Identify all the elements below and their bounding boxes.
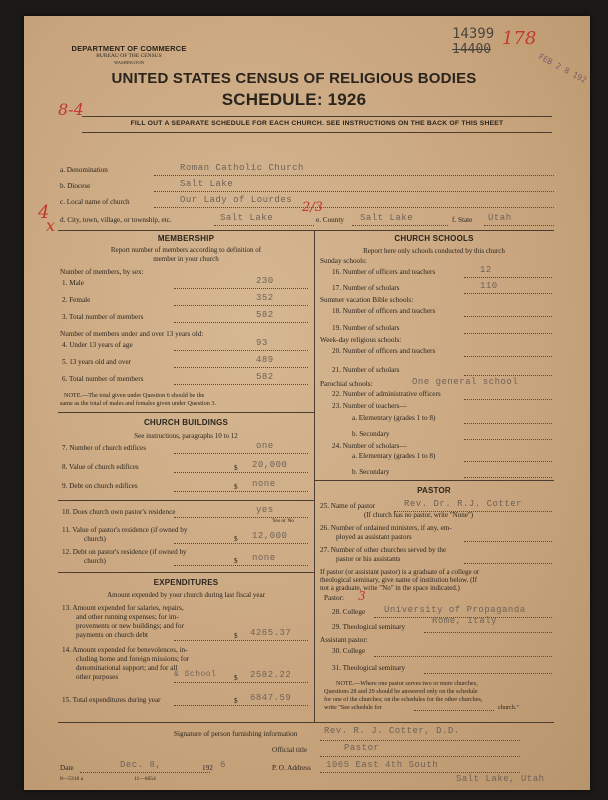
print-code-2: 11—6654 (134, 776, 156, 782)
scholars-elem-row-label: a. Elementary (grades 1 to 8) (352, 452, 436, 460)
edifice-debt-row-label: 9. Debt on church edifices (62, 482, 138, 490)
teachers-sec-row-label: b. Secondary (352, 430, 390, 438)
signature-value: Rev. R. J. Cotter, D.D. (324, 726, 460, 736)
membership-row-label: 3. Total number of members (62, 313, 144, 321)
general-value: Our Lady of Lourdes (180, 195, 293, 205)
exp14-line (174, 682, 308, 683)
membership-intro-2: member in your church (153, 255, 219, 263)
pastor-divider (314, 480, 554, 481)
state-value: Utah (488, 213, 512, 223)
summer-teachers-row-line (464, 316, 552, 317)
asst-college-line (374, 656, 552, 657)
membership-row-line (174, 305, 308, 306)
teachers-label: 23. Number of teachers— (332, 402, 407, 410)
exp14-note: & School (174, 670, 217, 679)
membership-age-row-line (174, 384, 308, 385)
exp14-label: other purposes (76, 673, 119, 681)
graduate-note: theological seminary, give name of institution below. (If (320, 576, 478, 584)
admin-officers-row-line (464, 399, 552, 400)
edifices-row-line (174, 453, 308, 454)
expenditures-title: EXPENDITURES (153, 578, 219, 587)
membership-age-row-label: 5. 13 years old and over (62, 358, 132, 366)
other-churches-label: 27. Number of other churches served by the (320, 546, 447, 554)
signature-label: Signature of person furnishing information (174, 730, 298, 738)
general-line (154, 175, 554, 176)
exp14-dollar: $ (234, 674, 238, 682)
membership-note-1: NOTE.—The total given under Question 6 should be the (64, 392, 205, 399)
pastor-grad-label: Pastor: (324, 594, 344, 602)
college-value: University of Propaganda (384, 605, 526, 615)
schools-subtitle: Report here only schools conducted by this church (363, 247, 505, 255)
teachers-sec-row-line (464, 439, 552, 440)
po-address-value: 1065 East 4th South (326, 760, 439, 770)
seminary-label: 29. Theological seminary (332, 623, 406, 631)
exp14-label: denominational support; and for all (76, 664, 178, 672)
exp13-value: 4265.37 (250, 628, 292, 638)
seminary-value: Rome, Italy (432, 616, 497, 626)
membership-age-row-value: 93 (256, 338, 268, 348)
residence-debt-label-2: church) (84, 557, 106, 565)
exp13-dollar: $ (234, 632, 238, 640)
scholars-sec-row-line (464, 477, 552, 478)
membership-divider (58, 412, 314, 413)
assistant-count-label: 26. Number of ordained ministers, if any, em- (320, 524, 452, 532)
pastor-note: for one of the churches; on the schedules for the other churches, (324, 696, 483, 703)
membership-row-label: 1. Male (62, 279, 84, 287)
summer-scholars-row-line (464, 333, 552, 334)
po-city-value: Salt Lake, Utah (456, 774, 545, 784)
exp14-label: 14. Amount expended for benevolences, in- (62, 646, 188, 654)
pastor-title: PASTOR (417, 486, 451, 495)
buildings-divider (58, 500, 314, 501)
scholars-elem-row-line (464, 461, 552, 462)
exp15-value: 6847.59 (250, 693, 292, 703)
state-label: f. State (452, 216, 473, 224)
teachers-elem-row-label: a. Elementary (grades 1 to 8) (352, 414, 436, 422)
graduate-note: not a graduate, write "No" in the space indicated.) (320, 584, 460, 592)
teachers-elem-row-line (464, 423, 552, 424)
official-title-label: Official title (272, 746, 308, 754)
city-label: d. City, town, village, or township, etc. (60, 216, 172, 224)
residence-debt-value: none (252, 553, 276, 563)
other-churches-label: pastor or his assistants (336, 555, 401, 563)
general-label: b. Diocese (60, 182, 91, 190)
edifice-value-row-line (174, 472, 308, 473)
yes-no-hint: Yes or No (272, 518, 295, 524)
city-title: WASHINGTON (114, 60, 144, 65)
stamp-number: 14399 (452, 26, 495, 42)
pastor-note: Questions 28 and 29 should be answered only on the schedule (324, 688, 478, 695)
instruction-line: FILL OUT A SEPARATE SCHEDULE FOR EACH CHURCH. SEE INSTRUCTIONS ON THE BACK OF THIS SHEET (130, 120, 504, 127)
asst-college-label: 30. College (332, 647, 366, 655)
residence-debt-dollar: $ (234, 557, 238, 565)
county-label: e. County (316, 216, 344, 224)
date-year-digit: 6 (220, 760, 226, 770)
pastor-name-value: Rev. Dr. R.J. Cotter (404, 499, 523, 509)
exp14-value: 2582.22 (250, 670, 292, 680)
schools-title: CHURCH SCHOOLS (394, 234, 474, 243)
asst-seminary-label: 31. Theological seminary (332, 664, 406, 672)
membership-note-2: same as the total of males and females given under Question 3. (60, 400, 217, 407)
membership-age-row-label: 4. Under 13 years of age (62, 341, 133, 349)
edifice-value-row-dollar: $ (234, 464, 238, 472)
membership-age-row-value: 582 (256, 372, 274, 382)
buildings-subtitle: See instructions, paragraphs 10 to 12 (134, 432, 238, 440)
exp13-label: provements or new buildings; and for (76, 622, 184, 630)
sunday-scholars-row-value: 110 (480, 281, 498, 291)
city-value: Salt Lake (220, 213, 274, 223)
exp15-dollar: $ (234, 697, 238, 705)
stamp-struck-number: 14400 (452, 42, 492, 57)
residence-debt-label-1: 12. Debt on pastor's residence (if owned by (62, 548, 187, 556)
general-label: c. Local name of church (60, 198, 130, 206)
general-value: Roman Catholic Church (180, 163, 304, 173)
membership-age-row-value: 489 (256, 355, 274, 365)
general-line (154, 191, 554, 192)
edifice-value-row-label: 8. Value of church edifices (62, 463, 139, 471)
edifice-debt-row-line (174, 491, 308, 492)
print-code-1: 8—5318 a (60, 776, 84, 782)
pastor-name-label: 25. Name of pastor (320, 502, 376, 510)
graduate-note: If pastor (or assistant pastor) is a graduate of a college or (320, 568, 480, 576)
department-title: DEPARTMENT OF COMMERCE (71, 44, 187, 53)
pastor-handwritten-count: 3 (358, 589, 366, 603)
sunday-scholars-row-label: 17. Number of scholars (332, 284, 400, 292)
admin-officers-row-label: 22. Number of administrative officers (332, 390, 441, 398)
membership-row-value: 230 (256, 276, 274, 286)
exp13-label: and other running expenses; for im- (76, 613, 179, 621)
seminary-line (424, 632, 552, 633)
scholars-sec-row-label: b. Secondary (352, 468, 390, 476)
exp14-label: cluding home and foreign missions; for (76, 655, 190, 663)
sunday-scholars-row-line (464, 293, 552, 294)
membership-row-value: 582 (256, 310, 274, 320)
expenditure-divider (58, 572, 314, 573)
weekday-label: Week-day religious schools: (320, 336, 402, 344)
general-label: a. Denomination (60, 166, 108, 174)
pastor-note-line (414, 710, 494, 711)
exp15-line (174, 705, 308, 706)
census-schedule-page (24, 16, 590, 790)
expenditures-subtitle: Amount expended by your church during last fiscal year (107, 591, 265, 599)
edifice-value-row-value: 20,000 (252, 460, 288, 470)
membership-title: MEMBERSHIP (157, 234, 215, 243)
form-title: UNITED STATES CENSUS OF RELIGIOUS BODIES (111, 70, 477, 87)
red-mid-mark: 2/3 (302, 200, 323, 215)
other-churches-line (464, 563, 552, 564)
official-title-value: Pastor (344, 743, 380, 753)
summer-teachers-row-label: 18. Number of officers and teachers (332, 307, 436, 315)
membership-intro-1: Report number of members according to definition of (110, 246, 262, 254)
edifice-debt-row-dollar: $ (234, 483, 238, 491)
sunday-label: Sunday schools: (320, 257, 367, 265)
membership-age-row-line (174, 367, 308, 368)
membership-row-line (174, 322, 308, 323)
red-handwritten-number: 178 (502, 28, 537, 49)
pastor-name-hint: (If church has no pastor, write "None") (364, 511, 474, 519)
weekday-teachers-row-label: 20. Number of officers and teachers (332, 347, 436, 355)
bureau-title: BUREAU OF THE CENSUS (96, 53, 162, 59)
asst-seminary-line (424, 673, 552, 674)
received-date-stamp: FEB 2 8 192 (536, 52, 588, 85)
weekday-scholars-row-label: 21. Number of scholars (332, 366, 400, 374)
schedule-title: SCHEDULE: 1926 (221, 90, 367, 109)
summer-label: Summer vacation Bible schools: (320, 296, 414, 304)
residence-value-label-2: church) (84, 535, 106, 543)
weekday-teachers-row-line (464, 356, 552, 357)
assistant-count-label: ployed as assistant pastors (336, 533, 412, 541)
sunday-teachers-row-value: 12 (480, 265, 492, 275)
residence-value-line (174, 543, 308, 544)
scholars-label: 24. Number of scholars— (332, 442, 407, 450)
sunday-teachers-row-line (464, 277, 552, 278)
general-line (154, 207, 554, 208)
date-label: Date (60, 764, 74, 772)
weekday-scholars-row-line (464, 375, 552, 376)
exp13-label: payments on church debt (76, 631, 149, 639)
membership-age-row-line (174, 350, 308, 351)
sunday-teachers-row-label: 16. Number of officers and teachers (332, 268, 436, 276)
residence-value: 12,000 (252, 531, 288, 541)
edifices-row-label: 7. Number of church edifices (62, 444, 147, 452)
assistant-count-line (464, 541, 552, 542)
pastor-note: church." (498, 704, 519, 711)
residence-value-dollar: $ (234, 535, 238, 543)
residence-value-label-1: 11. Value of pastor's residence (if owned by (62, 526, 188, 534)
assistant-pastor-label: Assistant pastor: (320, 636, 368, 644)
summer-scholars-row-label: 19. Number of scholars (332, 324, 400, 332)
membership-row-label: 2. Female (62, 296, 91, 304)
general-value: Salt Lake (180, 179, 234, 189)
pastor-note: write "See schedule for (324, 704, 382, 711)
buildings-title: CHURCH BUILDINGS (143, 418, 229, 427)
edifice-debt-row-value: none (252, 479, 276, 489)
pastor-note: NOTE.—Where one pastor serves two or more churches, (336, 680, 478, 687)
residence-debt-line (174, 565, 308, 566)
handwritten-top-left: 8-4 (58, 100, 84, 119)
membership-age-row-label: 6. Total number of members (62, 375, 144, 383)
college-label: 28. College (332, 608, 366, 616)
age-intro-label: Number of members under and over 13 years old: (60, 330, 204, 338)
exp13-label: 13. Amount expended for salaries, repairs, (62, 604, 184, 612)
membership-row-value: 352 (256, 293, 274, 303)
by-sex-label: Number of members, by sex: (60, 268, 144, 276)
membership-row-line (174, 288, 308, 289)
residence-owned-row-label: 10. Does church own pastor's residence (62, 508, 176, 516)
exp15-label: 15. Total expenditures during year (62, 696, 161, 704)
county-value: Salt Lake (360, 213, 414, 223)
exp13-line (174, 640, 308, 641)
date-year-prefix: 192 (202, 764, 213, 772)
date-value: Dec. 8, (120, 760, 162, 770)
residence-owned-row-value: yes (256, 505, 274, 515)
parochial-label: Parochial schools: (320, 380, 373, 388)
edifices-row-value: one (256, 441, 274, 451)
red-margin-x: x (46, 216, 56, 235)
parochial-value: One general school (412, 377, 519, 387)
red-margin-mark: 4 (38, 202, 50, 223)
po-address-label: P. O. Address (272, 764, 311, 772)
